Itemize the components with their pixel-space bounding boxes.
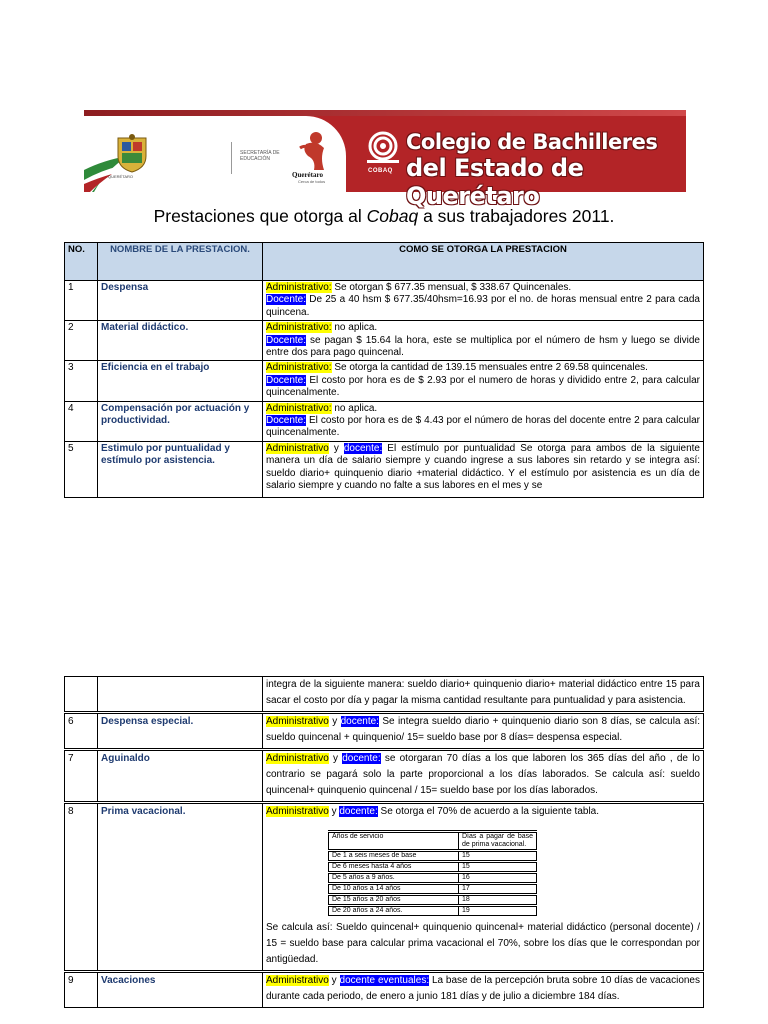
table-row — [65, 281, 704, 321]
title-italic: Cobaq — [366, 206, 419, 226]
benefit-description — [263, 972, 704, 1008]
document-title — [0, 206, 768, 227]
state-seal-icon — [114, 134, 150, 174]
admin-text: no aplica. — [331, 322, 378, 334]
days-value: 19 — [459, 906, 537, 916]
row-number: 5 — [65, 441, 98, 497]
admin-text: Se otorga la cantidad de 139.15 mensuales entre 2 69.58 quincenales. — [331, 362, 648, 374]
docente-label: docente: — [342, 753, 381, 764]
docente-label: Docente: — [266, 334, 307, 346]
days-value: 17 — [459, 884, 537, 895]
admin-label: Administrativo — [266, 753, 329, 764]
row-number: 8 — [65, 803, 98, 972]
description-text: Se otorga el 70% de acuerdo a la siguiente tabla. — [377, 806, 600, 817]
table-row — [65, 750, 704, 803]
benefit-name: Eficiencia en el trabajo — [98, 361, 263, 401]
conjunction: y — [328, 716, 341, 727]
benefit-description — [263, 441, 704, 497]
vacation-table-row — [329, 906, 537, 916]
table-row — [65, 972, 704, 1008]
cobaq-subtext: COBAQ — [368, 168, 393, 174]
table-row — [65, 677, 704, 713]
years-range: De 6 meses hasta 4 años — [329, 862, 459, 873]
gov-caption: QUERÉTARO — [108, 174, 134, 179]
admin-label: Administrativo: — [266, 362, 332, 374]
table-row — [65, 713, 704, 750]
vacation-header-years: Años de servicio — [329, 832, 459, 851]
vacation-table-row — [329, 862, 537, 873]
title-prefix: Prestaciones que otorga al — [153, 206, 367, 226]
benefit-name: Aguinaldo — [98, 750, 263, 803]
admin-label: Administrativo — [266, 806, 329, 817]
benefit-description — [263, 803, 704, 972]
row-number: 6 — [65, 713, 98, 750]
docente-text: El costo por hora es de $ 2.93 por el numero de horas y dividido entre 2, para calcular quincenalmente. — [266, 374, 700, 399]
benefit-name: Despensa — [98, 281, 263, 321]
description-text: La base de la percepción bruta sobre 10 días de vacaciones durante cada periodo, de enero a junio 181 días y de julio a diciembre 184 días. — [266, 975, 700, 1002]
docente-label: Docente: — [266, 415, 307, 427]
benefit-name: Material didáctico. — [98, 321, 263, 361]
queretaro-tagline: Cerca de todos — [298, 179, 326, 184]
years-range: De 15 años a 20 años — [329, 895, 459, 906]
admin-text: no aplica. — [331, 402, 378, 414]
docente-text: se pagan $ 15.64 la hora, este se multiplica por el número de hsm y luego se divide entre dos para pago quincenal. — [266, 334, 700, 359]
benefit-description — [263, 321, 704, 361]
benefit-description — [263, 750, 704, 803]
queretaro-figure-logo — [294, 128, 334, 172]
years-range: De 1 a seis meses de base — [329, 851, 459, 862]
years-range: De 5 años a 9 años. — [329, 873, 459, 884]
docente-label: Docente: — [266, 374, 307, 386]
institution-name-line1: Colegio de Bachilleres — [406, 130, 658, 154]
empty-cell — [65, 677, 98, 713]
secretaria-text: SECRETARÍA DE EDUCACIÓN — [240, 150, 280, 162]
vacation-days-table — [328, 830, 537, 916]
benefit-description — [263, 401, 704, 441]
header-name: NOMBRE DE LA PRESTACION. — [98, 243, 263, 281]
years-range: De 10 años a 14 años — [329, 884, 459, 895]
row-number: 4 — [65, 401, 98, 441]
admin-label: Administrativo — [266, 442, 329, 454]
benefit-name: Prima vacacional. — [98, 803, 263, 972]
row-number: 1 — [65, 281, 98, 321]
table-header-row — [65, 243, 704, 281]
vacation-table-header — [329, 832, 537, 851]
row-number: 7 — [65, 750, 98, 803]
row-number: 9 — [65, 972, 98, 1008]
row-number: 3 — [65, 361, 98, 401]
vacation-table-row — [329, 895, 537, 906]
admin-text: Se otorgan $ 677.35 mensual, $ 338.67 Quincenales. — [331, 282, 572, 293]
conjunction: y — [328, 753, 343, 764]
table-row — [65, 321, 704, 361]
cobaq-mark-icon — [367, 132, 399, 166]
days-value: 16 — [459, 873, 537, 884]
docente-label: docente eventuales: — [339, 975, 430, 986]
header-how: COMO SE OTORGA LA PRESTACION — [263, 243, 704, 281]
years-range: De 20 años a 24 años. — [329, 906, 459, 916]
benefit-name: Despensa especial. — [98, 713, 263, 750]
days-value: 15 — [459, 862, 537, 873]
conjunction: y — [328, 806, 340, 817]
benefit-description — [263, 281, 704, 321]
vacation-header-days: Días a pagar de base de prima vacacional. — [459, 832, 537, 851]
benefit-name: Vacaciones — [98, 972, 263, 1008]
days-value: 15 — [459, 851, 537, 862]
institution-name-line2: del Estado de Querétaro — [406, 154, 584, 210]
queretaro-name: Querétaro — [292, 171, 323, 179]
table-row — [65, 803, 704, 972]
calculation-text: Se calcula así: Sueldo quincenal+ quinquenio quincenal+ material didáctico (personal docente) / 15 = sueldo base para calcular prima vacacional el 70%, sobre los días que le correspondan por antigüedad. — [266, 922, 700, 965]
benefit-description — [263, 361, 704, 401]
vacation-table-row — [329, 873, 537, 884]
row-number: 2 — [65, 321, 98, 361]
vacation-table-row — [329, 884, 537, 895]
table-row — [65, 441, 704, 497]
continuation-text: integra de la siguiente manera: sueldo diario+ quinquenio diario+ material didáctico entre 15 para sacar el costo por día y pagar la misma cantidad resultante para puntualidad y para asistencia. — [263, 677, 704, 713]
benefit-description — [263, 713, 704, 750]
empty-cell — [98, 677, 263, 713]
days-value: 18 — [459, 895, 537, 906]
docente-label: docente: — [340, 716, 379, 727]
description-text: se otorgaran 70 días a los que laboren los 365 días del año , de lo contrario se pagará solo la parte proporcional a los días laborados. Se calcula así: sueldo quincenal+ quinquenio quincenal / 15= sueldo base por los días laborados. — [266, 753, 700, 796]
table-row — [65, 361, 704, 401]
conjunction: y — [328, 442, 344, 454]
admin-label: Administrativo: — [266, 282, 332, 293]
header-no: NO. — [65, 243, 98, 281]
header-banner — [84, 110, 686, 210]
docente-text: El costo por hora es de $ 4.43 por el número de horas del docente entre 2 para calcular quincenalmente. — [266, 415, 700, 439]
vacation-table-row — [329, 851, 537, 862]
benefits-table-page2 — [64, 676, 704, 1008]
docente-label: Docente: — [266, 294, 307, 306]
title-suffix: a sus trabajadores 2011. — [418, 206, 615, 226]
table-row — [65, 401, 704, 441]
benefit-name: Estimulo por puntualidad y estímulo por asistencia. — [98, 441, 263, 497]
logo-divider — [231, 142, 232, 174]
benefits-table-page1 — [64, 242, 704, 498]
docente-label: docente: — [339, 806, 378, 817]
admin-label: Administrativo: — [266, 322, 332, 334]
truncated-description — [266, 443, 700, 496]
admin-label: Administrativo — [266, 975, 329, 986]
docente-text: De 25 a 40 hsm $ 677.35/40hsm=16.93 por el no. de horas mensual entre 2 para cada quincena. — [266, 294, 700, 318]
description-text: Se integra sueldo diario + quinquenio diario son 8 días, se calcula así: sueldo quincenal + quinquenio/ 15= sueldo base por 8 días= despensa especial. — [266, 716, 700, 743]
description-text: El estímulo por puntualidad Se otorga para ambos de la siguiente manera un día de salario siempre y cuando ingrese a sus labores sin retardo y se integra así: sueldo diario+ quinquenio diario +material didáctico. Y el estímulo por asistencia es un día de salario siempre y cuando no falte a sus labores en el mes y se — [266, 442, 700, 492]
conjunction: y — [328, 975, 340, 986]
admin-label: Administrativo — [266, 716, 329, 727]
admin-label: Administrativo: — [266, 402, 332, 414]
benefit-name: Compensación por actuación y productividad. — [98, 401, 263, 441]
docente-label: docente: — [343, 442, 383, 454]
